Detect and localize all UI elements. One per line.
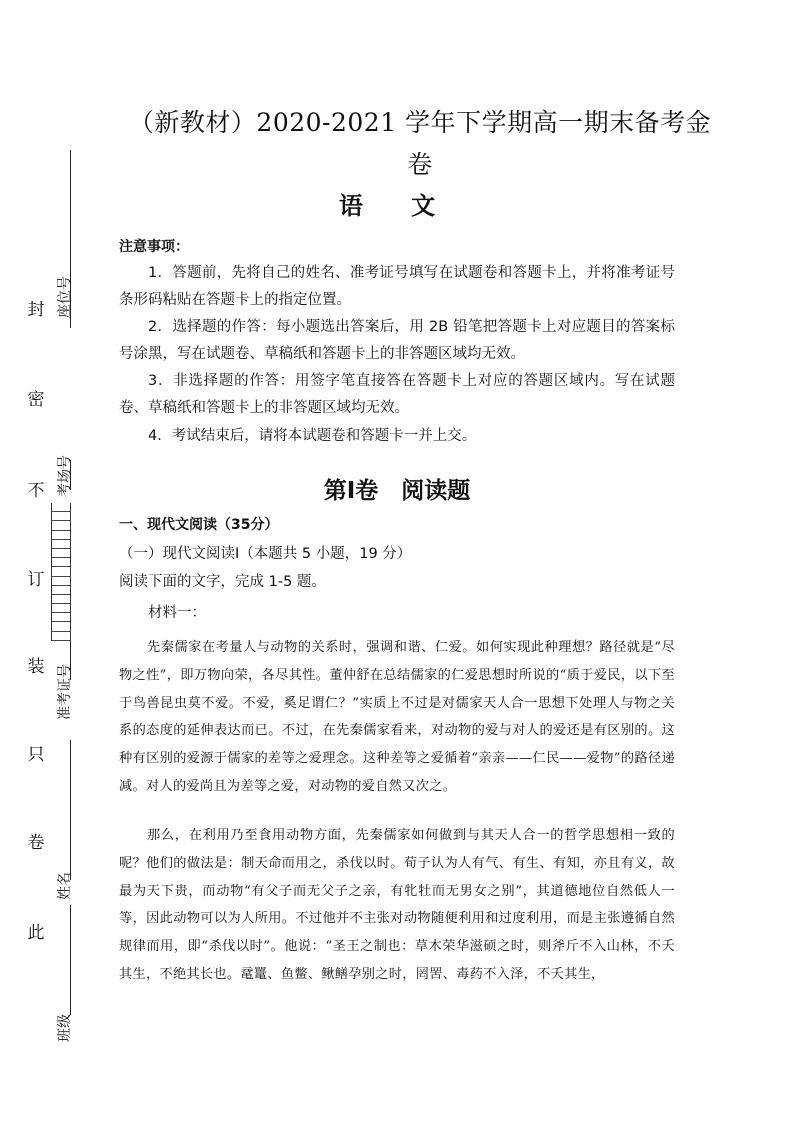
reading-instruction: 阅读下面的文字，完成 1-5 题。 [119,574,326,590]
notice-item: 3．非选择题的作答：用签字笔直接答在答题卡上对应的答题区域内。写在试题卷、草稿纸和答题卡上的非答题区域均无效。 [119,373,675,416]
seal-char: 封 [27,300,45,320]
exam-title-line1: （新教材）2020-2021 学年下学期高一期末备考金 [128,108,712,137]
sub-heading: （一）现代文阅读Ⅰ（本题共 5 小题，19 分） [119,546,412,562]
name-label: 姓名 [57,872,73,900]
seal-char: 此 [27,923,45,943]
seal-char: 只 [27,745,45,765]
seal-char: 不 [27,481,45,501]
notice-item: 2．选择题的作答：每小题选出答案后，用 2B 铅笔把答题卡上对应题目的答案标号涂黑，写在试题卷、草稿纸和答题卡上的非答题区域均无效。 [119,319,675,362]
ticket-no-label: 准考证号 [57,664,73,720]
material-label: 材料一： [148,605,206,621]
class-label: 班级 [57,1014,73,1042]
notice-item: 4．考试结束后，请将本试题卷和答题卡一并上交。 [148,428,477,444]
binding-line-low2 [70,740,71,880]
seal-char: 卷 [27,833,45,853]
exam-title-line2: 卷 [407,150,433,179]
reading-paragraph: 那么，在利用乃至食用动物方面，先秦儒家如何做到与其天人合一的哲学思想相一致的呢？他们的做法是：制天命而用之，杀伐以时。荀子认为人有气、有生、有知，亦且有义，故最为天下贵，而动物“有父子而无父子之亲，有牝牡而无男女之别”，其道德地位自然低人一等，因此动物可以为人所用。不过他并不主张对动物随便利用和过度利用，而是主张遵循自然规律而用，即“杀伐以时”。他说：“圣王之制也：草木荣华滋硕之时，则斧斤不入山林，不夭其生，不绝其长也。鼋鼍、鱼鳖、鳅鳝孕别之时，罔罟、毒药不入泽，不夭其生， [119,828,675,982]
seal-char: 订 [27,570,45,590]
part-heading: 一、现代文阅读（35分） [119,517,279,533]
exam-room-label: 考场号 [57,455,73,497]
seal-char: 装 [27,657,45,677]
reading-paragraph: 先秦儒家在考量人与动物的关系时，强调和谐、仁爱。如何实现此种理想？路径就是“尽物之性”，即万物向荣，各尽其性。董仲舒在总结儒家的仁爱思想时所说的“质于爱民，以下至于鸟兽昆虫莫不爱。不爱，奚足谓仁？”实质上不过是对儒家天人合一思想下处理人与物之关系的态度的延伸表达而已。不过，在先秦儒家看来，对动物的爱与对人的爱还是有区别的。这种有区别的爱源于儒家的差等之爱理念。这种差等之爱循着“亲亲——仁民——爱物”的路径递减。对人的爱尚且为差等之爱，对动物的爱自然又次之。 [119,640,675,794]
subject-title: 语 文 [338,192,456,220]
ticket-number-grid [51,503,71,641]
notice-item: 1．答题前，先将自己的姓名、准考证号填写在试题卷和答题卡上，并将准考证号条形码粘贴在答题卡上的指定位置。 [119,265,675,308]
section-title: 第Ⅰ卷 阅读题 [323,478,471,504]
seal-char: 密 [27,390,45,410]
notice-label: 注意事项： [119,239,189,255]
binding-line-bottom [70,905,71,1015]
seat-no-label: 座位号 [57,276,73,318]
